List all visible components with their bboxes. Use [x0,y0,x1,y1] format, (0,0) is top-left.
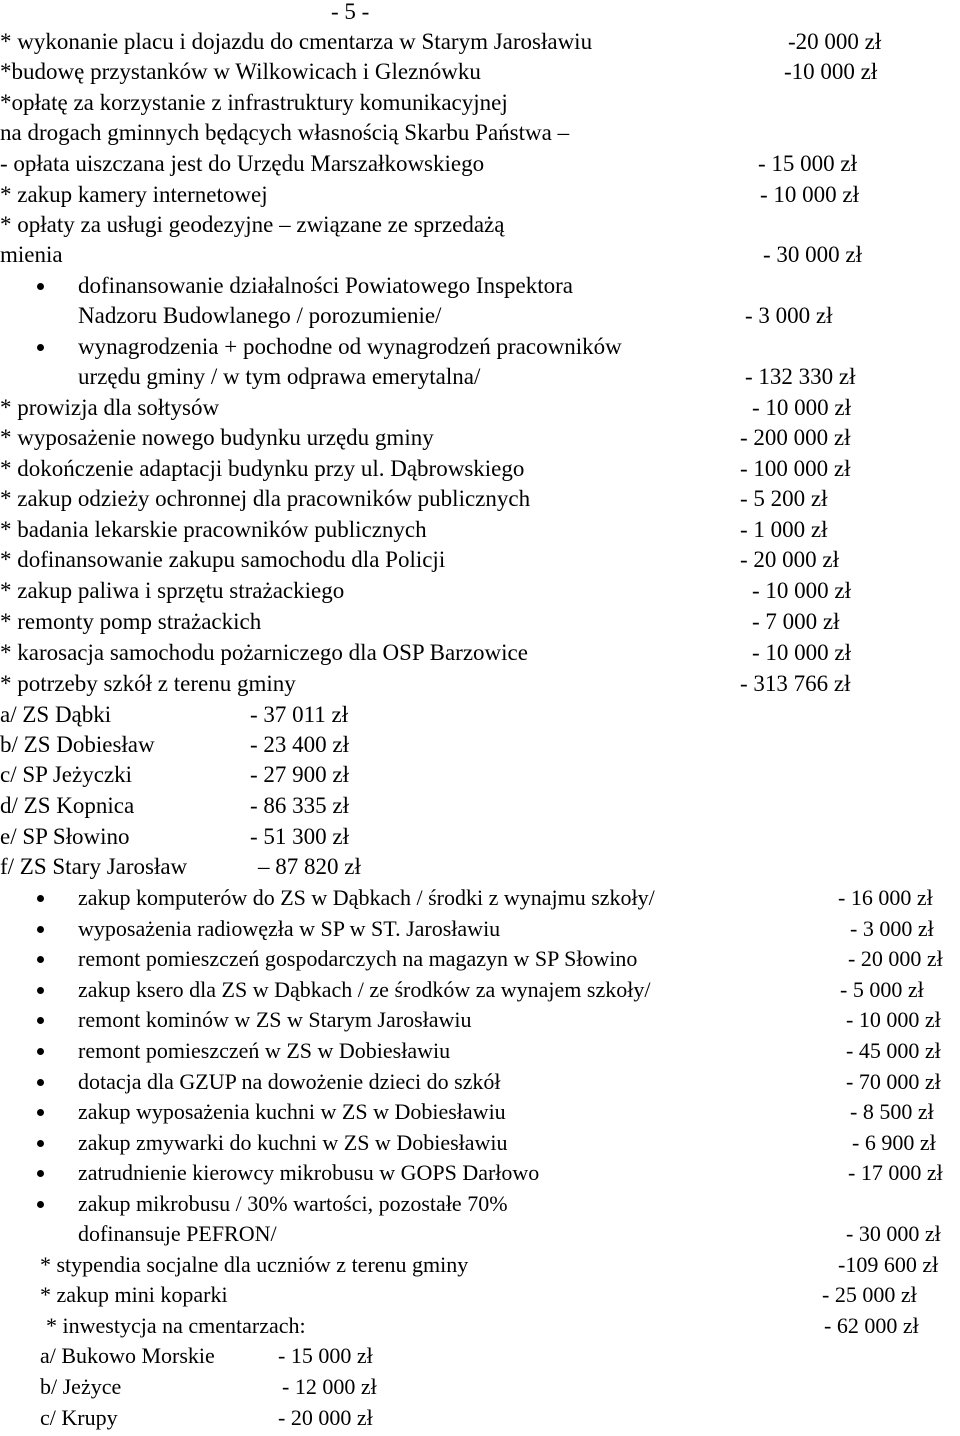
line-amount: - 12 000 zł [282,1374,377,1399]
line-text: wynagrodzenia + pochodne od wynagrodzeń pracowników [78,334,622,359]
line-text: * zakup paliwa i sprzętu strażackiego [0,578,345,603]
line-amount: - 20 000 zł [278,1405,373,1430]
line-text: d/ ZS Kopnica [0,793,135,818]
line-text: * wyposażenie nowego budynku urzędu gminy [0,425,434,450]
line-amount: - 15 000 zł [278,1343,373,1368]
bullet-icon [37,1048,44,1055]
line-text: e/ SP Słowino [0,824,130,849]
line-amount: - 20 000 zł [848,946,943,971]
line-text: * wykonanie placu i dojazdu do cmentarza w Starym Jarosławiu [0,29,593,54]
line-text: zakup zmywarki do kuchni w ZS w Dobiesławiu [78,1130,508,1155]
line-amount: - 16 000 zł [838,885,933,910]
line-text: wyposażenia radiowęzła w SP w ST. Jarosławiu [78,916,501,941]
line-amount: -10 000 zł [784,59,878,84]
line-amount: - 30 000 zł [763,242,863,267]
line-text: Nadzoru Budowlanego / porozumienie/ [78,303,442,328]
line-amount: - 25 000 zł [822,1282,917,1307]
line-amount: - 30 000 zł [846,1221,941,1246]
line-text: f/ ZS Stary Jarosław [0,854,188,879]
line-text: * remonty pomp strażackich [0,609,262,634]
line-text: * potrzeby szkół z terenu gminy [0,671,296,696]
line-text: * dokończenie adaptacji budynku przy ul. Dąbrowskiego [0,456,525,481]
bullet-icon [37,1079,44,1086]
line-text: zakup wyposażenia kuchni w ZS w Dobiesławiu [78,1099,506,1124]
bullet-icon [37,344,44,351]
line-text: * opłaty za usługi geodezyjne – związane ze sprzedażą [0,212,505,237]
line-text: remont kominów w ZS w Starym Jarosławiu [78,1007,472,1032]
line-text: - opłata uiszczana jest do Urzędu Marszałkowskiego [0,151,485,176]
line-text: dotacja dla GZUP na dowożenie dzieci do szkół [78,1069,501,1094]
line-text: dofinansuje PEFRON/ [78,1221,277,1246]
line-text: * karosacja samochodu pożarniczego dla OSP Barzowice [0,640,528,665]
bullet-icon [37,1017,44,1024]
line-text: a/ Bukowo Morskie [40,1343,215,1368]
line-amount: - 3 000 zł [850,916,934,941]
line-text: * zakup mini koparki [40,1282,228,1307]
line-text: na drogach gminnych będących własnością Skarbu Państwa – [0,120,570,145]
line-amount: – 87 820 zł [258,854,361,879]
line-text: zakup komputerów do ZS w Dąbkach / środki z wynajmu szkoły/ [78,885,655,910]
line-amount: - 8 500 zł [850,1099,934,1124]
line-text: remont pomieszczeń gospodarczych na magazyn w SP Słowino [78,946,638,971]
line-amount: - 5 200 zł [740,486,828,511]
line-amount: - 23 400 zł [250,732,350,757]
line-amount: - 70 000 zł [846,1069,941,1094]
line-text: * stypendia socjalne dla uczniów z terenu gminy [40,1252,469,1277]
line-amount: - 20 000 zł [740,547,840,572]
line-text: zakup ksero dla ZS w Dąbkach / ze środków za wynajem szkoły/ [78,977,651,1002]
line-text: b/ Jeżyce [40,1374,122,1399]
line-text: mienia [0,242,63,267]
bullet-icon [37,987,44,994]
line-amount: - 313 766 zł [740,671,851,696]
bullet-icon [37,283,44,290]
bullet-icon [37,1201,44,1208]
line-text: *budowę przystanków w Wilkowicach i Gleznówku [0,59,481,84]
line-amount: - 1 000 zł [740,517,828,542]
line-amount: - 10 000 zł [752,395,852,420]
line-amount: - 37 011 zł [250,702,349,727]
line-amount: - 3 000 zł [745,303,833,328]
line-text: * badania lekarskie pracowników publicznych [0,517,427,542]
line-amount: - 100 000 zł [740,456,851,481]
line-text: *opłatę za korzystanie z infrastruktury komunikacyjnej [0,90,508,115]
line-amount: - 10 000 zł [752,578,852,603]
page-number: - 5 - [331,0,370,24]
line-amount: - 10 000 zł [752,640,852,665]
line-amount: - 7 000 zł [752,609,840,634]
line-amount: -109 600 zł [838,1252,939,1277]
line-text: b/ ZS Dobiesław [0,732,155,757]
line-amount: - 86 335 zł [250,793,350,818]
line-text: * prowizja dla sołtysów [0,395,220,420]
line-text: zatrudnienie kierowcy mikrobusu w GOPS Darłowo [78,1160,540,1185]
line-text: dofinansowanie działalności Powiatowego Inspektora [78,273,574,298]
line-amount: - 15 000 zł [758,151,858,176]
bullet-icon [37,1140,44,1147]
bullet-icon [37,926,44,933]
bullet-icon [37,1109,44,1116]
line-amount: - 17 000 zł [848,1160,943,1185]
line-text: urzędu gminy / w tym odprawa emerytalna/ [78,364,481,389]
line-amount: - 6 900 zł [852,1130,936,1155]
line-amount: - 45 000 zł [846,1038,941,1063]
line-text: * zakup kamery internetowej [0,182,268,207]
line-amount: - 62 000 zł [824,1313,919,1338]
line-amount: - 10 000 zł [760,182,860,207]
line-text: * dofinansowanie zakupu samochodu dla Policji [0,547,446,572]
line-text: * zakup odzieży ochronnej dla pracowników publicznych [0,486,531,511]
line-amount: - 200 000 zł [740,425,851,450]
bullet-icon [37,1170,44,1177]
line-amount: - 27 900 zł [250,762,350,787]
line-amount: - 132 330 zł [745,364,856,389]
line-amount: -20 000 zł [788,29,882,54]
line-text: remont pomieszczeń w ZS w Dobiesławiu [78,1038,451,1063]
bullet-icon [37,956,44,963]
line-text: c/ SP Jeżyczki [0,762,133,787]
line-text: * inwestycja na cmentarzach: [46,1313,306,1338]
line-text: c/ Krupy [40,1405,118,1430]
line-amount: - 10 000 zł [846,1007,941,1032]
bullet-icon [37,895,44,902]
line-text: a/ ZS Dąbki [0,702,112,727]
line-text: zakup mikrobusu / 30% wartości, pozostałe 70% [78,1191,508,1216]
line-amount: - 5 000 zł [840,977,924,1002]
line-amount: - 51 300 zł [250,824,350,849]
